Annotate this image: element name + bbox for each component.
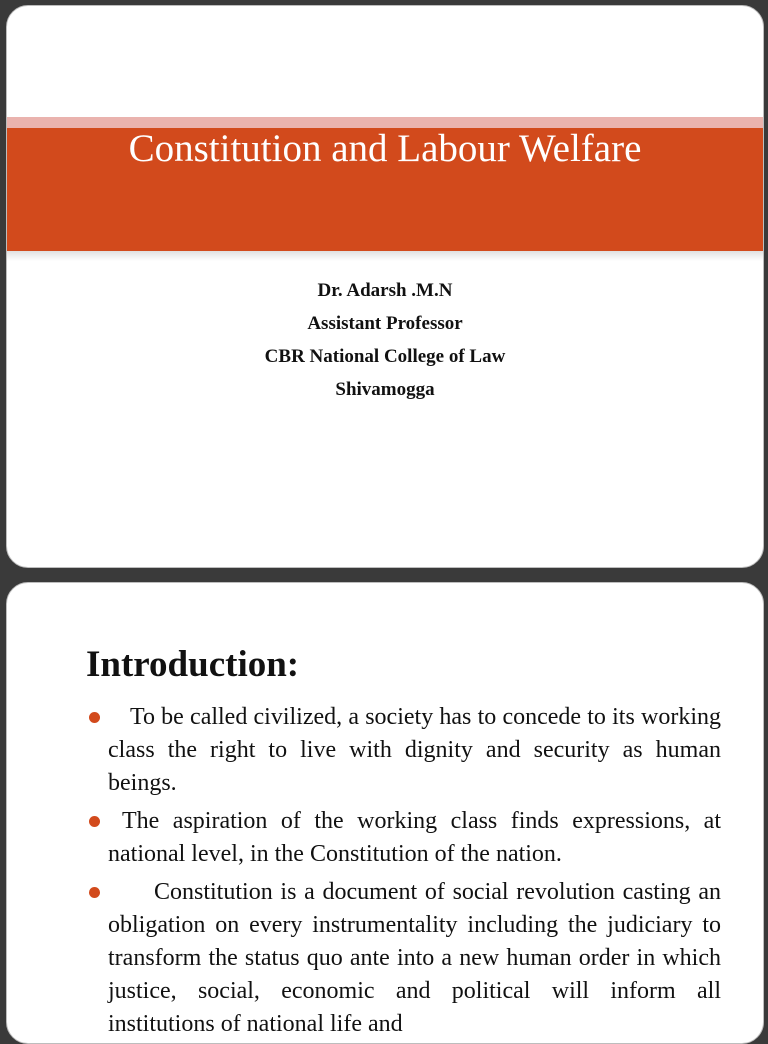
bullet-list — [75, 701, 721, 1044]
bullet-text: Constitution is a document of social revolution casting an obligation on every instrumentality including the judiciary to transform the status quo ante into a new human order in which justice, social, economic and political will inform all institutions of national life and — [108, 879, 721, 1037]
slide-heading: Introduction: — [86, 644, 300, 685]
title-slide — [6, 5, 764, 568]
author-location: Shivamogga — [335, 379, 435, 400]
introduction-slide — [6, 582, 764, 1044]
bullet-dot-icon — [89, 887, 100, 898]
list-item — [75, 701, 721, 800]
bullet-text: To be called civilized, a society has to concede to its working class the right to live with dignity and security as human beings. — [108, 704, 721, 796]
list-item — [75, 876, 721, 1041]
slide-title: Constitution and Labour Welfare — [128, 127, 642, 170]
bullet-dot-icon — [89, 816, 100, 827]
author-position: Assistant Professor — [307, 313, 463, 334]
author-name: Dr. Adarsh .M.N — [317, 280, 453, 301]
author-info — [7, 274, 763, 406]
bullet-text: The aspiration of the working class finds expressions, at national level, in the Constitution of the nation. — [108, 808, 721, 867]
list-item — [75, 805, 721, 871]
bullet-dot-icon — [89, 712, 100, 723]
title-band-shadow — [7, 251, 763, 261]
author-institution: CBR National College of Law — [264, 346, 506, 367]
